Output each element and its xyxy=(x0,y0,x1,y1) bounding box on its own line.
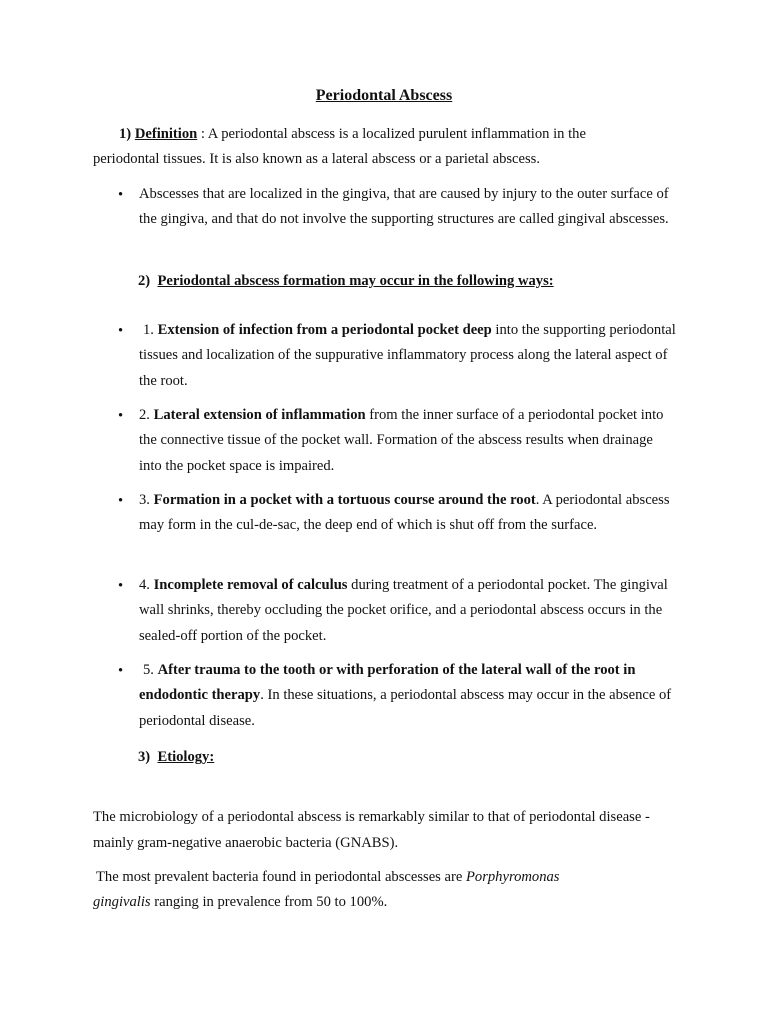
section-2-heading: Periodontal abscess formation may occur in the following ways: xyxy=(157,273,554,289)
list-item xyxy=(139,403,679,479)
list-item-bold: Formation in a pocket with a tortuous course around the root xyxy=(153,492,536,508)
section-1-number: 1) xyxy=(119,126,132,142)
definition-line-2: periodontal tissues. It is also known as a lateral abscess or a parietal abscess. xyxy=(93,151,541,167)
gingival-abscess-item xyxy=(139,182,679,233)
bacteria-genus: Porphyromonas xyxy=(465,869,560,885)
list-item-bold: Lateral extension of inflammation xyxy=(153,407,366,423)
list-item-text: . A periodontal abscess may form in the cul-de-sac, the deep end of which is shut off from the surface. xyxy=(139,492,670,534)
section-2-number: 2) xyxy=(138,273,151,289)
bullet-marker: • xyxy=(118,493,124,509)
list-item-text: from the inner surface of a periodontal pocket into the connective tissue of the pocket wall. Formation of the abscess results when drainage into the pocket space is impaired. xyxy=(139,407,664,474)
list-item-number: 4. xyxy=(139,577,150,593)
bullet-marker: • xyxy=(118,578,124,594)
list-item-text: . In these situations, a periodontal abscess may occur in the absence of periodontal disease. xyxy=(139,687,672,729)
etiology-paragraph-2-text: The most prevalent bacteria found in periodontal abscesses are xyxy=(96,869,466,885)
list-item-bold: Extension of infection from a periodontal pocket deep xyxy=(157,322,492,338)
bacteria-species: gingivalis xyxy=(93,894,151,910)
section-3-number: 3) xyxy=(138,749,151,765)
section-2-heading-line xyxy=(138,273,554,290)
etiology-paragraph-2-line-1 xyxy=(96,869,560,886)
bullet-marker: • xyxy=(118,187,124,203)
list-item xyxy=(139,318,679,394)
list-item-number: 3. xyxy=(139,492,150,508)
prevalence-text: ranging in prevalence from 50 to 100%. xyxy=(150,894,388,910)
bullet-marker: • xyxy=(118,323,124,339)
list-item xyxy=(139,488,679,539)
document-title: Periodontal Abscess xyxy=(315,87,453,104)
section-1-heading: Definition xyxy=(134,126,198,142)
list-item-text: into the supporting periodontal tissues and localization of the suppurative inflammatory process along the lateral aspect of the root. xyxy=(139,322,676,389)
etiology-paragraph-2-line-2 xyxy=(93,894,387,911)
etiology-paragraph-1: The microbiology of a periodontal abscess is remarkably similar to that of periodontal disease - mainly gram-negative anaerobic bacteria (GNABS). xyxy=(93,809,650,851)
definition-line-1 xyxy=(119,126,586,143)
list-item-text: during treatment of a periodontal pocket. The gingival wall shrinks, thereby occluding the pocket orifice, and a periodontal abscess occurs in the sealed-off portion of the pocket. xyxy=(139,577,668,644)
bullet-marker: • xyxy=(118,663,124,679)
definition-text-start: : A periodontal abscess is a localized purulent inflammation in the xyxy=(197,126,586,142)
list-item-number: 5. xyxy=(143,662,154,678)
section-3-heading: Etiology: xyxy=(157,749,215,765)
list-item-bold: After trauma to the tooth or with perforation of the lateral wall of the root in endodontic therapy xyxy=(139,662,636,704)
list-item-bold: Incomplete removal of calculus xyxy=(153,577,348,593)
list-item-number: 2. xyxy=(139,407,150,423)
list-item xyxy=(139,658,679,734)
gingival-abscess-text: Abscesses that are localized in the gingiva, that are caused by injury to the outer surface of the gingiva, and that do not involve the supporting structures are called gingival abscesses. xyxy=(139,186,669,228)
list-item-number: 1. xyxy=(143,322,154,338)
list-item xyxy=(139,573,679,649)
section-3-heading-line xyxy=(138,749,214,766)
bullet-marker: • xyxy=(118,408,124,424)
